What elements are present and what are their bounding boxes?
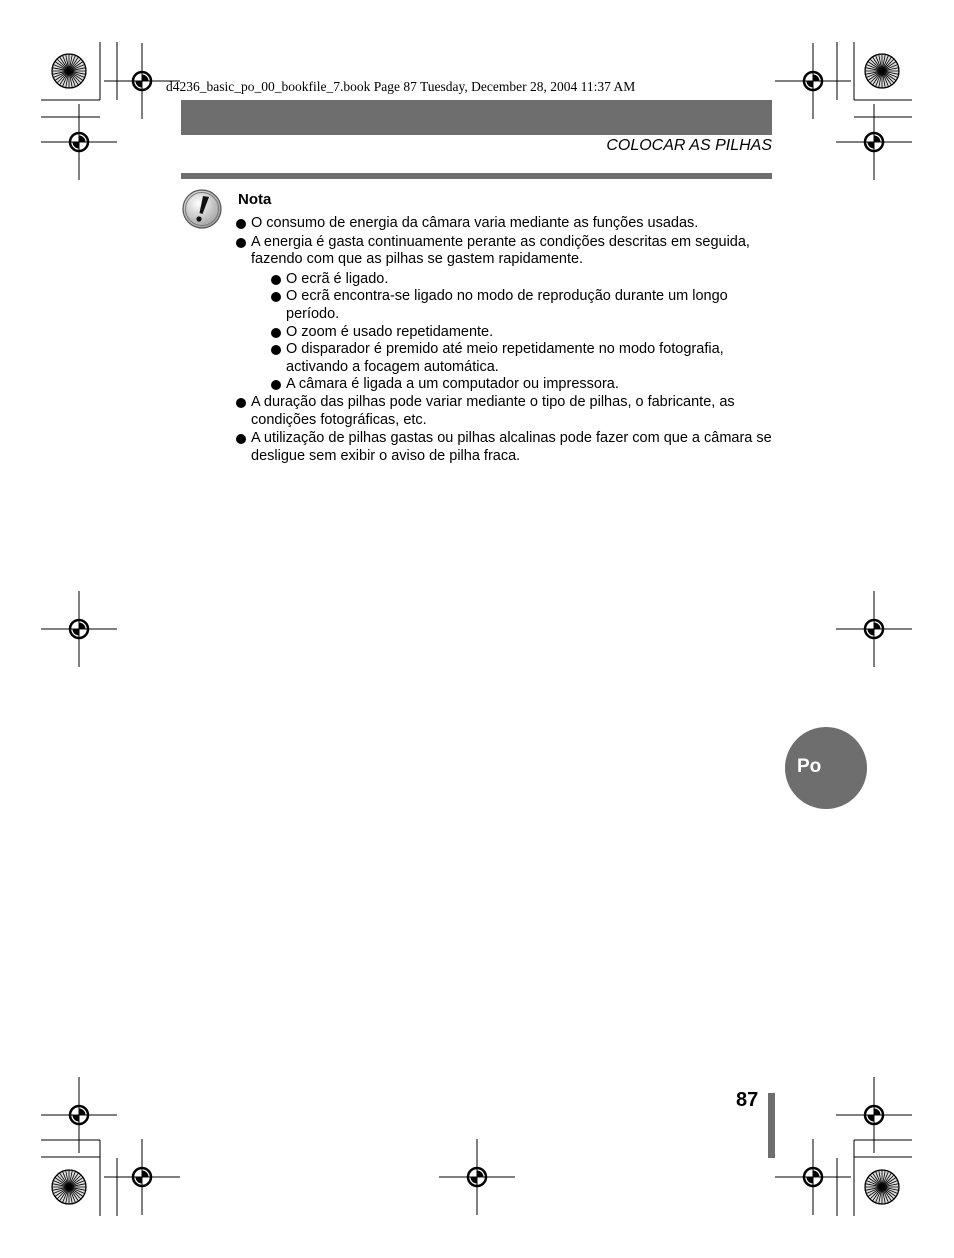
list-item: A duração das pilhas pode variar mediante o tipo de pilhas, o fabricante, as condições fotográficas, etc. (236, 394, 776, 429)
list-item: A energia é gasta continuamente perante as condições descritas em seguida, fazendo com que as pilhas se gastem rapidamente. (236, 234, 776, 269)
exclamation-icon (182, 189, 222, 229)
list-item: O consumo de energia da câmara varia mediante as funções usadas. (236, 215, 776, 233)
print-header: d4236_basic_po_00_bookfile_7.book Page 87 Tuesday, December 28, 2004 11:37 AM (166, 79, 636, 94)
sub-list (236, 271, 776, 394)
sub-list-item: A câmara é ligada a um computador ou impressora. (271, 376, 776, 394)
note-title: Nota (238, 191, 272, 208)
page-number-bar (768, 1093, 775, 1158)
sub-list-item: O disparador é premido até meio repetidamente no modo fotografia, activando a focagem automática. (271, 341, 776, 376)
section-rule (181, 173, 772, 179)
list-item: A utilização de pilhas gastas ou pilhas alcalinas pode fazer com que a câmara se desligue sem exibir o aviso de pilha fraca. (236, 430, 776, 465)
language-tab-label: Po (797, 756, 822, 777)
note-list (236, 215, 776, 466)
header-band (181, 100, 772, 135)
section-title: COLOCAR AS PILHAS (606, 137, 772, 154)
sub-list-item: O ecrã encontra-se ligado no modo de reprodução durante um longo período. (271, 288, 776, 323)
sub-list-item: O zoom é usado repetidamente. (271, 324, 776, 342)
language-tab (785, 727, 867, 809)
sub-list-item: O ecrã é ligado. (271, 271, 776, 289)
page-number: 87 (736, 1089, 759, 1111)
